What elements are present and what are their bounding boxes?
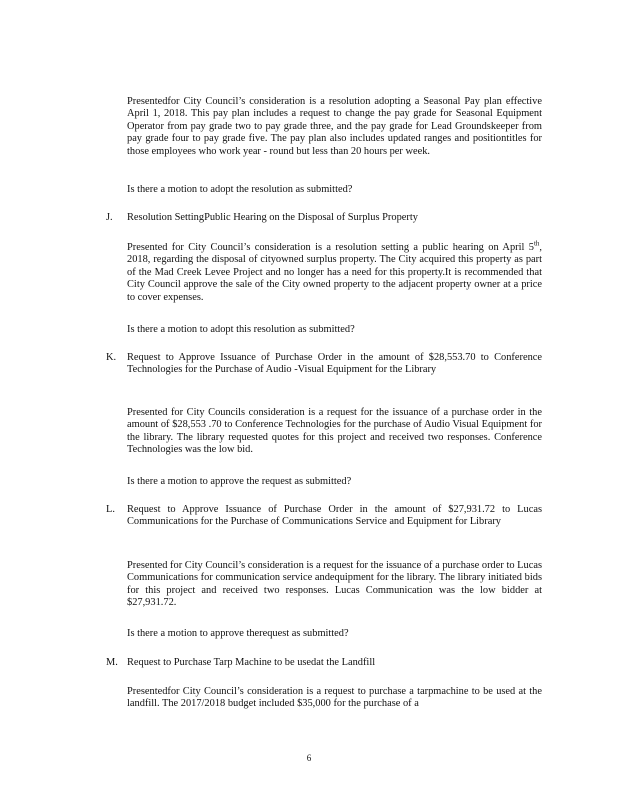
item-motion: Is there a motion to adopt this resolution as submitted? — [127, 324, 355, 335]
item-motion: Is there a motion to approve the request as submitted? — [127, 476, 352, 487]
item-title: Request to Approve Issuance of Purchase Order in the amount of $27,931.72 to Lucas Communications for the Purchase of Communications Service and Equipment for Library — [127, 504, 542, 528]
ordinal-suffix: th — [533, 239, 540, 248]
item-paragraph: Presented for City Council’s consideration is a request for the issuance of a purchase order to Lucas Communications for communication service andequipment for the library. The library initiated bids for this project and received two responses. Lucas Communication was the low bidder at $27,931.72. — [127, 560, 542, 609]
item-letter: J. — [106, 212, 113, 223]
item-paragraph: Presentedfor City Council’s consideration is a request to purchase a tarpmachine to be used at the landfill. The 2017/2018 budget included $35,000 for the purchase of a — [127, 686, 542, 710]
item-letter: K. — [106, 352, 117, 363]
pay-plan-motion: Is there a motion to adopt the resolution as submitted? — [127, 184, 353, 195]
page-number: 6 — [306, 753, 312, 763]
item-paragraph-start: Presented for City Council’s consideration is a resolution setting a public hearing on April 5 — [127, 242, 534, 253]
item-letter: M. — [106, 657, 118, 668]
item-paragraph: Presented for City Councils consideration is a request for the issuance of a purchase order in the amount of $28,553 .70 to Conference Technologies for the purchase of Audio Visual Equipment for the library. The library requested quotes for this project and received two responses. Conference Technologies was the low bid. — [127, 407, 542, 456]
item-motion: Is there a motion to approve therequest as submitted? — [127, 628, 349, 639]
item-title: Request to Purchase Tarp Machine to be usedat the Landfill — [127, 657, 376, 668]
item-title: Request to Approve Issuance of Purchase Order in the amount of $28,553.70 to Conference Technologies for the Purchase of Audio -Visual Equipment for the Library — [127, 352, 542, 376]
item-letter: L. — [106, 504, 115, 515]
item-paragraph — [127, 239, 542, 304]
item-title: Resolution SettingPublic Hearing on the Disposal of Surplus Property — [127, 212, 418, 223]
item-paragraph-rest: , 2018, regarding the disposal of cityowned surplus property. The City acquired this property as part of the Mad Creek Levee Project and no longer has a need for this property.It is recommended that City Council approve the sale of the City owned property to the adjacent property owner at a price to cover expenses. — [127, 242, 542, 303]
pay-plan-paragraph: Presentedfor City Council’s consideration is a resolution adopting a Seasonal Pay plan effective April 1, 2018. This pay plan includes a request to change the pay grade for Seasonal Equipment Operator from pay grade two to pay grade three, and the pay grade for Lead Groundskeeper from pay grade four to pay grade five. The pay plan also includes updated ranges and positiontitles for those employees who work year - round but less than 20 hours per week. — [127, 96, 542, 157]
